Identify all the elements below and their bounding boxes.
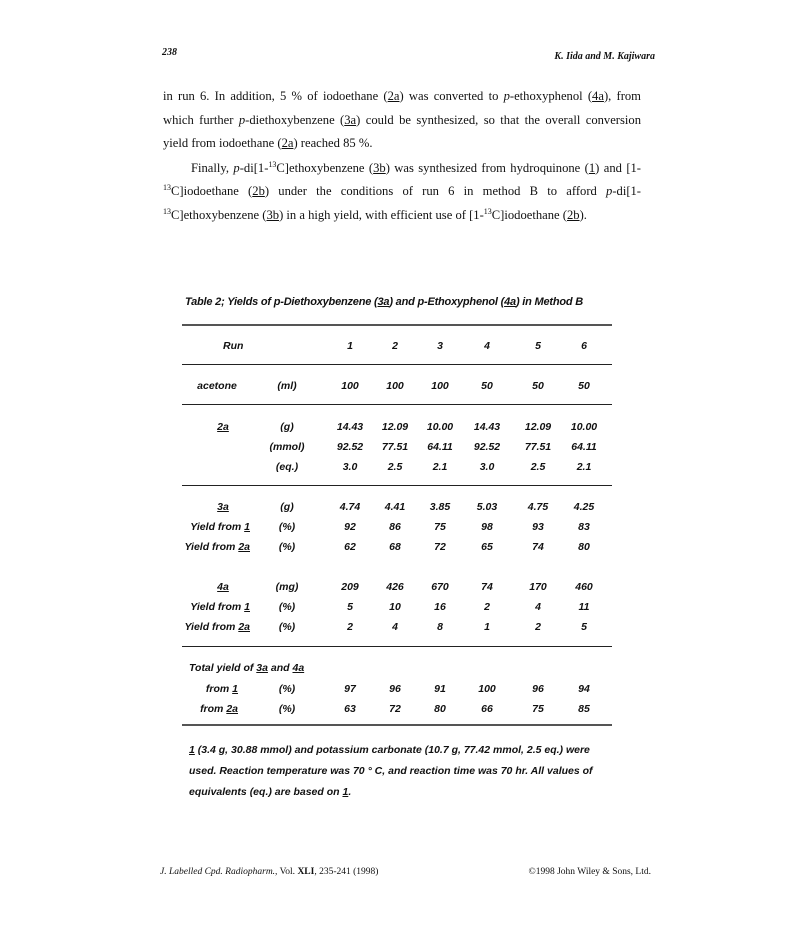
row-unit: (ml) — [277, 380, 297, 392]
table-cell: 62 — [344, 541, 356, 553]
table-cell: 94 — [578, 683, 590, 695]
text-run: 3b — [373, 160, 386, 175]
table-cell: 72 — [434, 541, 446, 553]
row-unit: (%) — [278, 683, 296, 695]
table-cell: 8 — [437, 621, 443, 633]
volume-prefix: Vol. — [279, 867, 298, 877]
text-run: and — [267, 662, 293, 674]
table-cell: 10 — [389, 601, 401, 613]
text-run: C]iodoethane ( — [171, 184, 253, 198]
row-unit: (g) — [280, 421, 294, 433]
run-header: Run — [223, 340, 244, 352]
text-run: C]ethoxybenzene ( — [171, 207, 267, 222]
text-run: -ethoxyphenol ( — [509, 89, 593, 103]
row-unit: (%) — [278, 601, 296, 613]
table-cell: 64.11 — [571, 441, 597, 453]
footer-citation — [160, 867, 378, 877]
row-label-compound: 2a — [238, 541, 250, 553]
row-label-compound: 1 — [244, 521, 250, 533]
text-run: in run 6. In addition, 5 % of iodoethane ( — [163, 89, 388, 103]
text-run: -diethoxybenzene ( — [245, 112, 345, 127]
text-run: 1 — [189, 744, 195, 756]
text-run: 1 — [588, 160, 596, 175]
text-run: 3a — [377, 296, 390, 308]
table-cell: 75 — [434, 521, 446, 533]
text-run: p — [233, 160, 240, 175]
table-cell: 12.09 — [524, 421, 552, 433]
table-cell: 65 — [481, 541, 493, 553]
row-label-compound: 2a — [226, 703, 238, 715]
text-run: 13 — [163, 183, 171, 192]
text-run: 2b — [252, 184, 265, 198]
table-cell: 50 — [578, 380, 590, 392]
volume-number: XLI — [297, 867, 315, 877]
table-cell: 5.03 — [476, 501, 498, 513]
text-run: C]ethoxybenzene ( — [276, 160, 374, 175]
table-cell: 3.0 — [479, 461, 495, 473]
table-cell: 50 — [532, 380, 544, 392]
table-cell: 170 — [529, 581, 547, 593]
text-run: ) and [1- — [595, 160, 642, 175]
table-cell: 4.75 — [527, 501, 549, 513]
page-number: 238 — [162, 47, 177, 58]
table-bottom-rule — [182, 724, 612, 726]
table-cell: 2.1 — [576, 461, 592, 473]
text-run: p — [503, 89, 510, 103]
row-label-compound: 2a — [238, 621, 250, 633]
table-cell: 92 — [344, 521, 356, 533]
row-label-text: Yield from — [184, 621, 239, 633]
table-cell: 1 — [484, 621, 490, 633]
table-cell: 4.25 — [573, 501, 595, 513]
text-run: ) reached 85 %. — [293, 136, 373, 150]
table-cell: 64.11 — [427, 441, 453, 453]
row-label-compound: 1 — [232, 683, 238, 695]
text-run: ) was converted to — [399, 89, 504, 103]
table-cell: 74 — [532, 541, 544, 553]
table-cell: 75 — [532, 703, 544, 715]
text-run: 3a — [344, 112, 357, 127]
text-run: ) was synthesized from hydroquinone ( — [385, 160, 589, 175]
footer-copyright: ©1998 John Wiley & Sons, Ltd. — [528, 867, 651, 877]
text-run: 4a — [504, 296, 516, 308]
row-unit: (eq.) — [275, 461, 299, 473]
row-label — [203, 501, 243, 513]
table-cell: 10.00 — [426, 421, 454, 433]
pages: , 235-241 (1998) — [314, 867, 379, 877]
table-cell: 14.43 — [336, 421, 364, 433]
total-yield-label — [189, 662, 304, 674]
text-run: 3a — [256, 662, 268, 674]
running-header-authors: K. Iida and M. Kajiwara — [554, 51, 655, 62]
row-label-text: 4a — [217, 581, 229, 593]
row-unit: (mg) — [275, 581, 299, 593]
table-cell: 74 — [481, 581, 493, 593]
table-cell: 86 — [389, 521, 401, 533]
table-cell: 670 — [431, 581, 449, 593]
text-run: Table 2; Yields of p-Diethoxybenzene ( — [185, 296, 378, 308]
row-label-text: Yield from — [190, 601, 245, 613]
table-cell: 63 — [344, 703, 356, 715]
table-rule — [182, 485, 612, 486]
run-header-3: 3 — [437, 340, 443, 352]
table-cell: 2.5 — [387, 461, 403, 473]
row-unit: (%) — [278, 703, 296, 715]
row-unit: (mmol) — [269, 441, 305, 453]
table-cell: 2 — [535, 621, 541, 633]
table-cell: 72 — [389, 703, 401, 715]
row-label — [160, 703, 238, 715]
run-header-2: 2 — [392, 340, 398, 352]
table-cell: 97 — [344, 683, 356, 695]
text-run: 4a — [292, 662, 305, 674]
table-cell: 426 — [386, 581, 404, 593]
run-header-5: 5 — [535, 340, 541, 352]
text-run: ) under the conditions of run 6 in method B to afford — [264, 184, 607, 198]
table-cell: 4.74 — [339, 501, 361, 513]
row-unit: (%) — [278, 541, 296, 553]
text-run: ) in a high yield, with efficient use of [1- — [279, 207, 484, 222]
text-run: Finally, — [191, 160, 234, 175]
table-rule — [182, 646, 612, 647]
row-label-text: from — [205, 683, 233, 695]
table-cell: 5 — [347, 601, 353, 613]
table-cell: 92.52 — [336, 441, 364, 453]
table-cell: 4.41 — [384, 501, 406, 513]
table-cell: 10.00 — [570, 421, 598, 433]
table-cell: 4 — [392, 621, 398, 633]
row-label — [180, 601, 250, 613]
table-cell: 83 — [578, 521, 590, 533]
table-cell: 93 — [532, 521, 544, 533]
row-label-text: 3a — [217, 501, 229, 513]
table-cell: 80 — [434, 703, 446, 715]
row-unit: (%) — [278, 621, 296, 633]
table-cell: 77.51 — [524, 441, 552, 453]
table-cell: 68 — [389, 541, 401, 553]
row-unit: (%) — [278, 521, 296, 533]
text-run: . — [348, 786, 352, 798]
table-cell: 96 — [532, 683, 544, 695]
run-header-1: 1 — [347, 340, 353, 352]
row-label — [188, 380, 246, 392]
table-cell: 91 — [434, 683, 446, 695]
text-run: -di[1- — [239, 160, 269, 175]
table-cell: 100 — [478, 683, 496, 695]
table-cell: 98 — [481, 521, 493, 533]
table-cell: 100 — [386, 380, 404, 392]
text-run: (3.4 g, 30.88 mmol) and potassium carbonate (10.7 g, 77.42 mmol, 2.5 eq.) were used. Reaction temperature was 70 ° C, and reaction time was 70 hr. All values of equivalents (eq.) are based on — [189, 744, 593, 798]
row-label — [180, 521, 250, 533]
table-cell: 96 — [389, 683, 401, 695]
table-cell: 85 — [578, 703, 590, 715]
table-cell: 66 — [481, 703, 493, 715]
run-header-4: 4 — [484, 340, 490, 352]
text-run: -di[1- — [612, 184, 642, 198]
table-cell: 80 — [578, 541, 590, 553]
row-label — [180, 621, 250, 633]
paragraph-2 — [163, 157, 641, 228]
row-label-compound: 1 — [244, 601, 250, 613]
paragraph-1 — [163, 85, 641, 156]
table-cell: 100 — [431, 380, 449, 392]
row-label — [160, 683, 238, 695]
text-run: C]iodoethane ( — [491, 207, 567, 222]
run-header-6: 6 — [581, 340, 587, 352]
row-label-text: from — [200, 703, 227, 715]
footnote-text — [189, 740, 609, 803]
table-cell: 3.0 — [342, 461, 358, 473]
table-rule — [182, 404, 612, 405]
row-label-text: 2a — [217, 421, 229, 433]
text-run: ). — [579, 207, 587, 222]
row-label — [203, 581, 243, 593]
text-run: 1 — [342, 786, 349, 798]
table-cell: 2.1 — [432, 461, 448, 473]
table-cell: 2.5 — [530, 461, 546, 473]
table-cell: 92.52 — [473, 441, 501, 453]
text-run: 13 — [483, 206, 492, 216]
text-run: ) in Method B — [515, 296, 583, 308]
text-run: p — [606, 184, 613, 198]
table-cell: 100 — [341, 380, 359, 392]
table-rule — [182, 364, 612, 365]
table-footnote — [189, 740, 609, 803]
table-cell: 2 — [484, 601, 490, 613]
text-run: 3b — [266, 207, 280, 222]
table-cell: 50 — [481, 380, 493, 392]
table-top-rule — [182, 324, 612, 326]
text-run: 2a — [281, 136, 294, 150]
table-cell: 12.09 — [381, 421, 409, 433]
row-label-text: acetone — [197, 380, 237, 392]
table-cell: 209 — [341, 581, 359, 593]
table-cell: 16 — [434, 601, 446, 613]
text-run: 13 — [268, 159, 277, 169]
text-run: 2b — [566, 207, 580, 222]
text-run: ) could be synthesized, so that the overall conversion yield from iodoethane ( — [163, 112, 641, 150]
row-label-text: Yield from — [190, 521, 245, 533]
table-cell: 77.51 — [381, 441, 409, 453]
table-cell: 3.85 — [429, 501, 451, 513]
row-label — [180, 541, 250, 553]
table-cell: 4 — [535, 601, 541, 613]
table-caption — [185, 296, 583, 308]
table-cell: 460 — [575, 581, 593, 593]
text-run: 4a — [592, 89, 604, 103]
text-run: 2a — [387, 89, 400, 103]
row-unit: (g) — [280, 501, 294, 513]
text-run: ) and p-Ethoxyphenol ( — [389, 296, 505, 308]
table-cell: 2 — [347, 621, 353, 633]
row-label-text: Yield from — [184, 541, 239, 553]
text-run: Total yield of — [189, 662, 257, 674]
text-run: ), from which further — [163, 89, 641, 127]
body-text — [163, 85, 641, 227]
table-cell: 5 — [581, 621, 587, 633]
text-run: p — [238, 112, 246, 127]
table-cell: 14.43 — [473, 421, 501, 433]
text-run: 13 — [163, 206, 171, 216]
journal-name: J. Labelled Cpd. Radiopharm., — [160, 867, 278, 877]
row-label — [203, 421, 243, 433]
table-cell: 11 — [578, 601, 590, 613]
